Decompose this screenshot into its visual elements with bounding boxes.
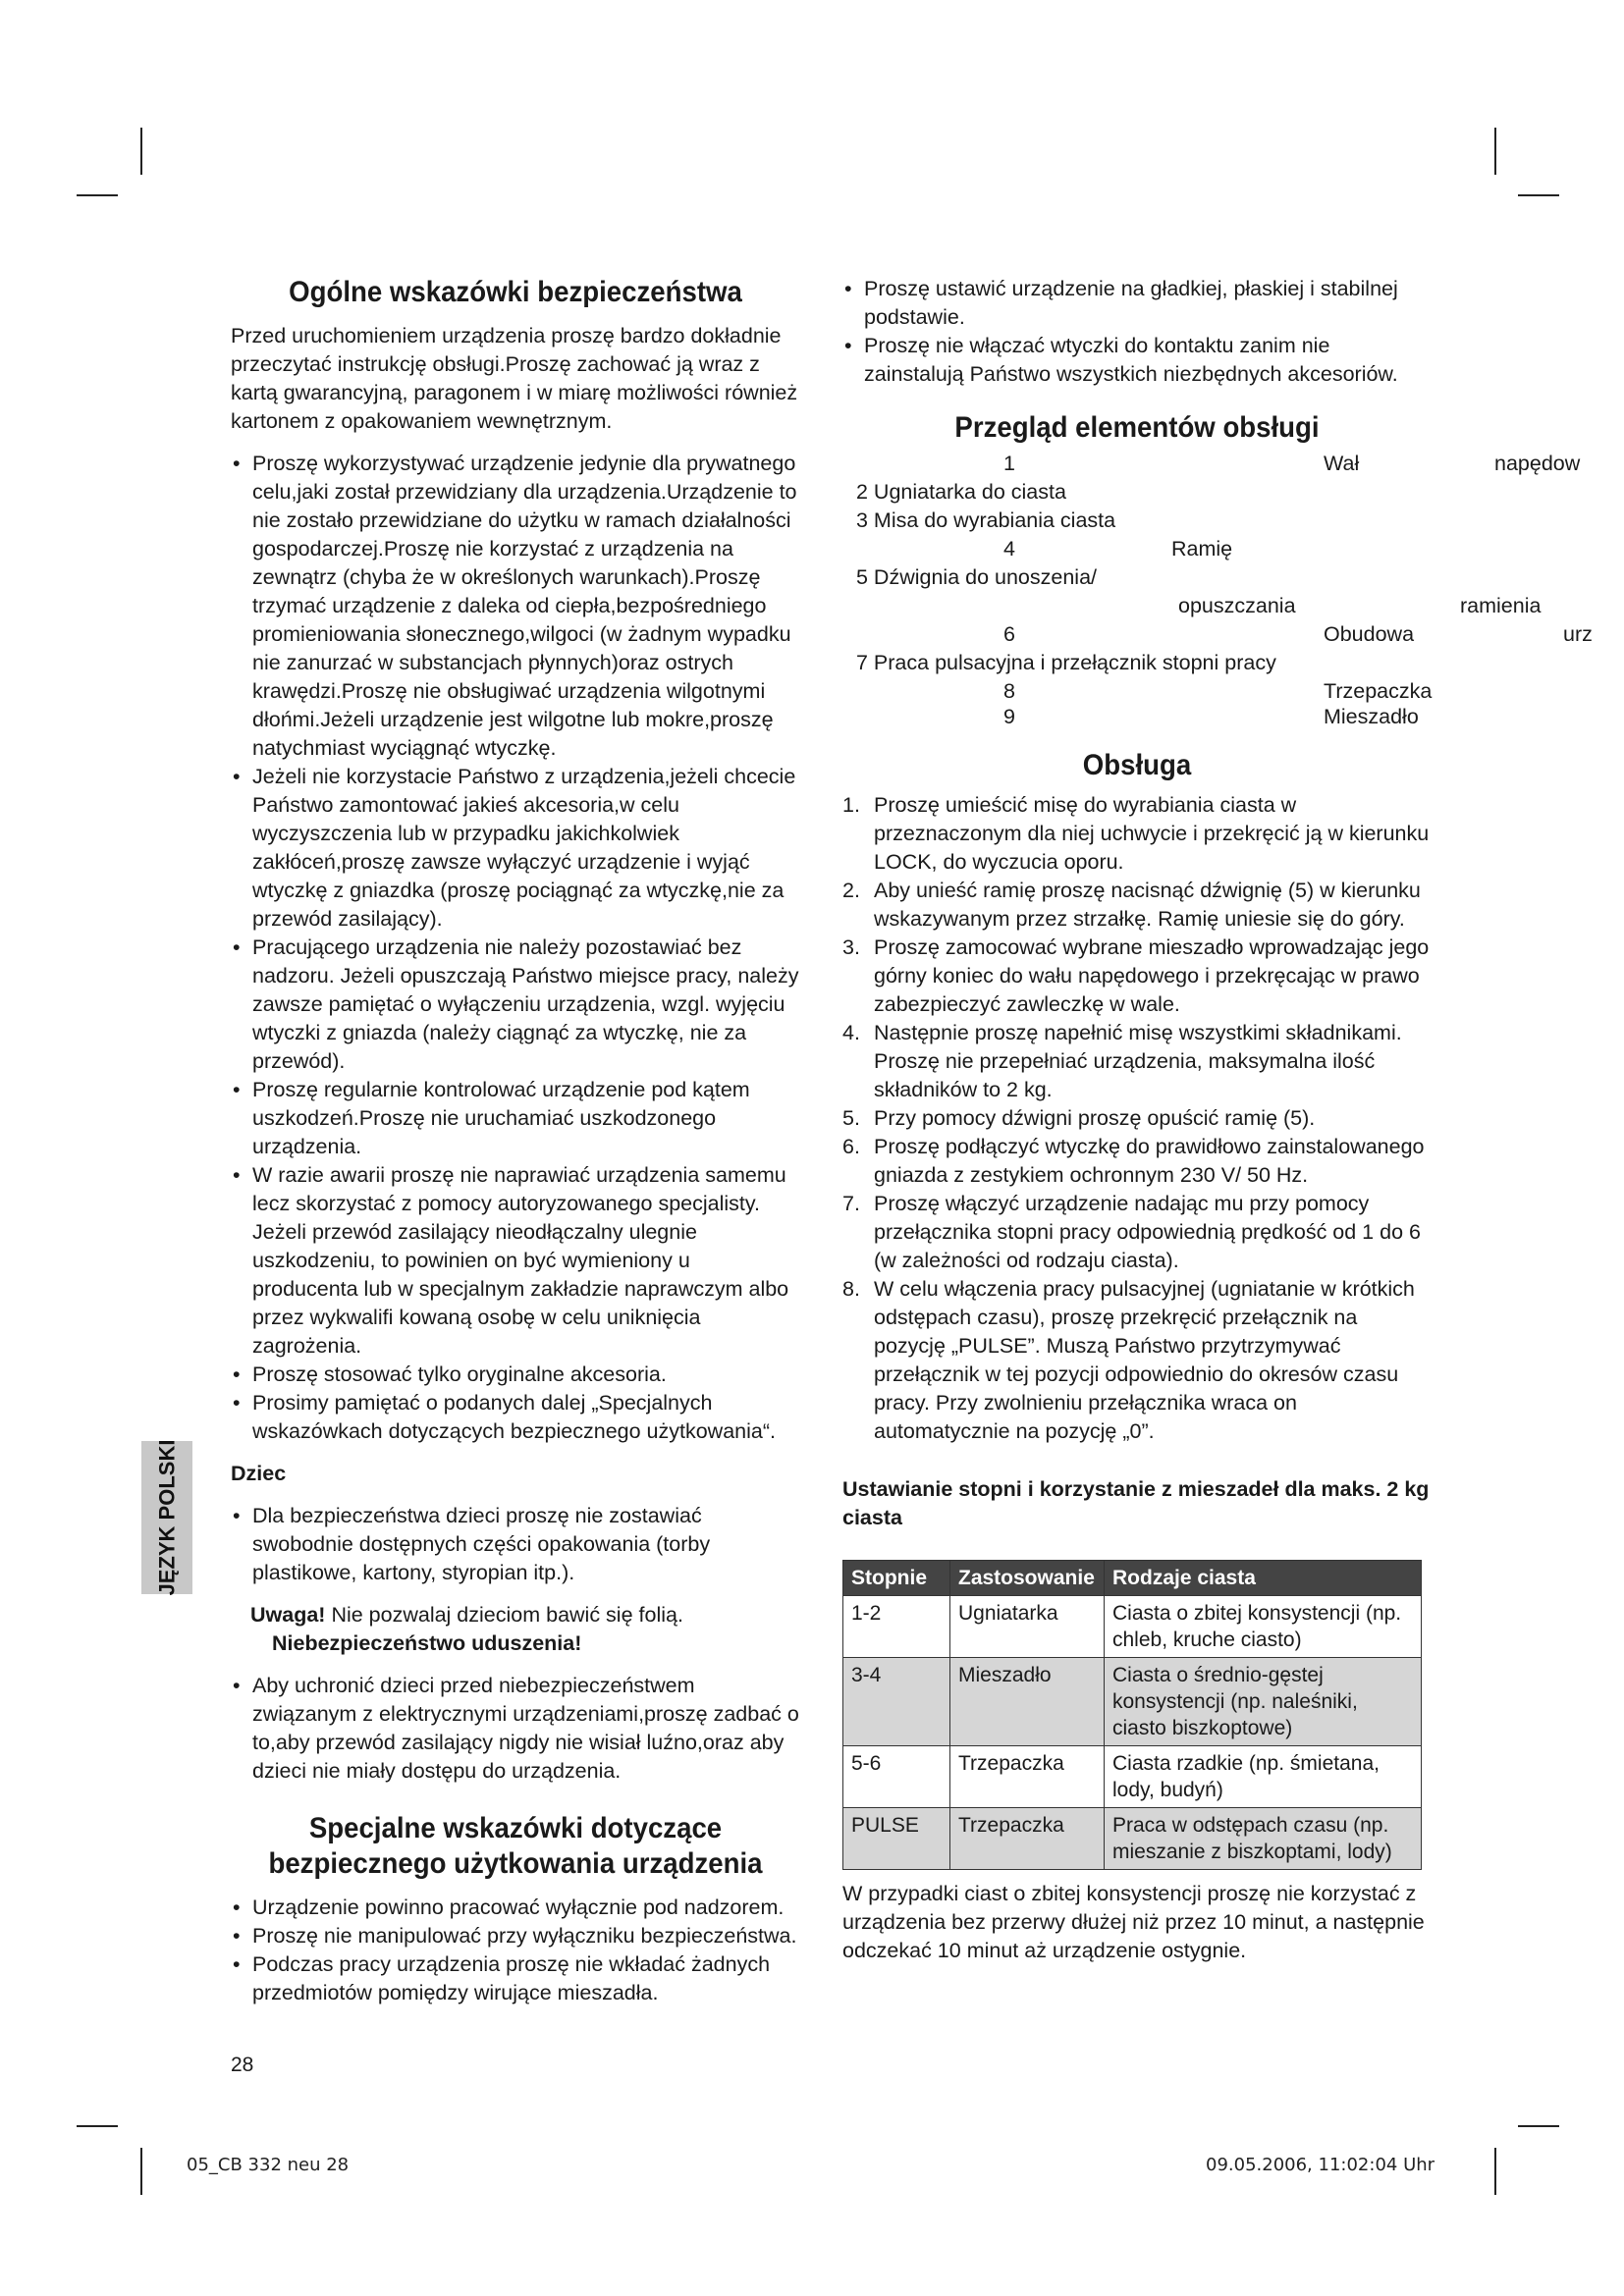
step-number: 7.	[842, 1192, 860, 1215]
step-text: Proszę włączyć urządzenie nadając mu przy pomocy przełącznika stopni pracy odpowiednią prędkość od 1 do 6 (w zależności od rodzaju ciasta).	[874, 1192, 1421, 1272]
list-item: • Proszę nie włączać wtyczki do kontaktu zanim nie zainstalują Państwo wszystkich niezbędnych akcesoriów.	[842, 332, 1432, 389]
step-number: 3.	[842, 935, 860, 959]
footer-file-info: 05_CB 332 neu 28	[187, 2155, 350, 2175]
step-number: 2.	[842, 879, 860, 902]
list-item: • Aby uchronić dzieci przed niebezpieczeństwem związanym z elektrycznymi urządzeniami,proszę zadbać o to,aby przewód zasilający nigdy nie wisiał luźno,oraz aby dzieci nie miały dostępu do urządzenia.	[231, 1672, 800, 1786]
table-row	[843, 1658, 1422, 1746]
page-number: 28	[231, 2054, 254, 2076]
settings-table-title: Ustawianie stopni i korzystanie z mieszadeł dla maks. 2 kg ciasta	[842, 1477, 1430, 1529]
children-heading: Dziec	[231, 1462, 287, 1485]
children-list-2	[231, 1672, 800, 1786]
overview-item: 7 Praca pulsacyjna i przełącznik stopni pracy	[856, 651, 1276, 674]
list-item: • Pracującego urządzenia nie należy pozostawiać bez nadzoru. Jeżeli opuszczają Państwo miejsce pracy, należy zawsze pamiętać o wyłączeniu urządzenia, wzgl. wyjęciu wtyczki z gniazda (należy ciągnąć za wtyczkę, nie za przewód).	[231, 934, 800, 1076]
table-row	[843, 1746, 1422, 1808]
list-item: • Prosimy pamiętać o podanych dalej „Specjalnych wskazówkach dotyczących bezpiecznego użytkowania“.	[231, 1389, 800, 1446]
operation-title: Obsługa	[1082, 749, 1192, 781]
crop-mark	[77, 2125, 118, 2127]
general-safety-list	[231, 450, 800, 1446]
setup-list	[842, 275, 1432, 389]
table-cell: Praca w odstępach czasu (np. mieszanie z biszkoptami, lody)	[1105, 1808, 1422, 1870]
overview-item: 3 Misa do wyrabiania ciasta	[856, 508, 1116, 532]
list-item: • Proszę nie manipulować przy wyłączniku bezpieczeństwa.	[231, 1922, 800, 1950]
step-number: 8.	[842, 1277, 860, 1301]
crop-mark	[1494, 128, 1496, 175]
overheat-note: W przypadki ciast o zbitej konsystencji proszę nie korzystać z urządzenia bez przerwy dłużej niż przez 10 minut, a następnie odczekać 10 minut aż urządzenie ostygnie.	[842, 1882, 1425, 1962]
step-text: W celu włączenia pracy pulsacyjnej (ugniatanie w krótkich odstępach czasu), proszę przekręcić przełącznik na pozycję „PULSE”. Muszą Państwo przytrzymywać przełącznik w tej pozycji odpowiednio do okresów czasu pracy. Przy zwolnieniu przełącznika wraca on automatycznie na pozycję „0”.	[874, 1277, 1415, 1443]
step-text: Proszę podłączyć wtyczkę do prawidłowo zainstalowanego gniazda z zestykiem ochronnym 230 V/ 50 Hz.	[874, 1135, 1425, 1187]
list-item: • Jeżeli nie korzystacie Państwo z urządzenia,jeżeli chcecie Państwo zamontować jakieś akcesoria,w celu wyczyszczenia lub w przypadku jakichkolwiek zakłóceń,proszę zawsze wyłączyć urządzenie i wyjąć wtyczkę z gniazdka (proszę pociągnąć za wtyczkę,nie za przewód zasilający).	[231, 763, 800, 934]
table-cell: Ciasta o średnio-gęstej konsystencji (np. naleśniki, ciasto biszkoptowe)	[1105, 1658, 1422, 1746]
general-safety-intro: Przed uruchomieniem urządzenia proszę bardzo dokładnie przeczytać instrukcję obsługi.Proszę zachować ją wraz z kartą gwarancyjną, paragonem i w miarę możliwości również kartonem z opakowaniem wewnętrznym.	[231, 324, 798, 433]
table-cell: PULSE	[843, 1808, 950, 1870]
overview-number: 8	[1003, 679, 1015, 703]
crop-mark	[1518, 2125, 1559, 2127]
table-header-row	[843, 1561, 1422, 1596]
list-item: • Proszę stosować tylko oryginalne akcesoria.	[231, 1361, 800, 1389]
list-item: • Proszę wykorzystywać urządzenie jedynie dla prywatnego celu,jaki został przewidziany dla urządzenia.Urządzenie to nie zostało przewidziane do użytku w ramach działalności gospodarczej.Proszę nie korzystać z urządzenia na zewnątrz (chyba że w określonych warunkach).Proszę trzymać urządzenie z daleka od ciepła,bezpośredniego promieniowania słonecznego,wilgoci (w żadnym wypadku nie zanurzać w substancjach płynnych)oraz ostrych krawędzi.Proszę nie obsługiwać urządzenia wilgotnymi dłońmi.Jeżeli urządzenie jest wilgotne lub mokre,proszę natychmiast wyciągnąć wtyczkę.	[231, 450, 800, 763]
column-header: Stopnie	[843, 1561, 950, 1596]
overview-label: Wał	[1324, 452, 1360, 475]
list-item: • W razie awarii proszę nie naprawiać urządzenia samemu lecz skorzystać z pomocy autoryzowanego specjalisty. Jeżeli przewód zasilający nieodłączalny ulegnie uszkodzeniu, to powinien on być wymieniony u producenta lub w specjalnym zakładzie naprawczym albo przez wykwalifi kowaną osobę w celu uniknięcia zagrożenia.	[231, 1161, 800, 1361]
table-cell: 3-4	[843, 1658, 950, 1746]
list-item: • Urządzenie powinno pracować wyłącznie pod nadzorem.	[231, 1894, 800, 1922]
special-safety-list	[231, 1894, 800, 2007]
crop-mark	[77, 194, 118, 196]
overview-number: 6	[1003, 622, 1015, 646]
warning-lead: Uwaga!	[250, 1603, 326, 1627]
overview-label: urz	[1563, 622, 1593, 646]
crop-mark	[1518, 194, 1559, 196]
table-row	[843, 1596, 1422, 1658]
step-number: 4.	[842, 1021, 860, 1044]
crop-mark	[140, 128, 142, 175]
list-item: • Proszę regularnie kontrolować urządzenie pod kątem uszkodzeń.Proszę nie uruchamiać uszkodzonego urządzenia.	[231, 1076, 800, 1161]
list-item	[842, 877, 1432, 934]
footer-timestamp: 09.05.2006, 11:02:04 Uhr	[1206, 2155, 1435, 2175]
controls-overview	[842, 450, 1593, 728]
list-item	[842, 1275, 1432, 1446]
table-cell: Trzepaczka	[950, 1746, 1105, 1808]
list-item	[842, 791, 1432, 877]
list-item	[842, 1133, 1432, 1190]
overview-label: opuszczania	[1178, 594, 1296, 617]
table-cell: Ugniatarka	[950, 1596, 1105, 1658]
table-cell: Trzepaczka	[950, 1808, 1105, 1870]
overview-number: 4	[1003, 537, 1015, 561]
table-cell: 1-2	[843, 1596, 950, 1658]
table-cell: Ciasta rzadkie (np. śmietana, lody, budyń)	[1105, 1746, 1422, 1808]
overview-label: Trzepaczka	[1324, 679, 1433, 703]
table-cell: 5-6	[843, 1746, 950, 1808]
language-side-tab-label: JĘZYK POLSKI	[154, 1439, 180, 1596]
step-text: Aby unieść ramię proszę nacisnąć dźwignię (5) w kierunku wskazywanym przez strzałkę. Ramię uniesie się do góry.	[874, 879, 1421, 931]
overview-label: Obudowa	[1324, 622, 1415, 646]
right-column	[842, 275, 1593, 1965]
children-list	[231, 1502, 800, 1587]
list-item	[842, 1190, 1432, 1275]
step-text: Przy pomocy dźwigni proszę opuścić ramię (5).	[874, 1106, 1316, 1130]
table-cell: Mieszadło	[950, 1658, 1105, 1746]
overview-label: ramienia	[1460, 594, 1542, 617]
list-item	[842, 1104, 1432, 1133]
language-side-tab	[141, 1441, 192, 1594]
list-item: • Podczas pracy urządzenia proszę nie wkładać żadnych przedmiotów pomiędzy wirujące mieszadła.	[231, 1950, 800, 2007]
general-safety-title: Ogólne wskazówki bezpieczeństwa	[289, 276, 742, 308]
settings-table	[842, 1560, 1422, 1870]
overview-number: 9	[1003, 705, 1015, 728]
warning-text: Nie pozwalaj dzieciom bawić się folią.	[325, 1603, 683, 1627]
step-number: 1.	[842, 793, 860, 817]
table-cell: Ciasta o zbitej konsystencji (np. chleb, kruche ciasto)	[1105, 1596, 1422, 1658]
warning-block	[250, 1601, 800, 1658]
overview-label: Mieszadło	[1324, 705, 1419, 728]
column-header: Rodzaje ciasta	[1105, 1561, 1422, 1596]
overview-number: 1	[1003, 452, 1015, 475]
overview-item: 2 Ugniatarka do ciasta	[856, 480, 1066, 504]
step-text: Następnie proszę napełnić misę wszystkimi składnikami. Proszę nie przepełniać urządzenia, maksymalna ilość składników to 2 kg.	[874, 1021, 1402, 1101]
list-item: • Dla bezpieczeństwa dzieci proszę nie zostawiać swobodnie dostępnych części opakowania (torby plastikowe, kartony, styropian itp.).	[231, 1502, 800, 1587]
left-column	[231, 275, 800, 2007]
list-item	[842, 934, 1432, 1019]
crop-mark	[140, 2148, 142, 2195]
step-text: Proszę umieścić misę do wyrabiania ciasta w przeznaczonym dla niej uchwycie i przekręcić ją w kierunku LOCK, do wyczucia oporu.	[874, 793, 1430, 874]
crop-mark	[1494, 2148, 1496, 2195]
warning-suffocation: Niebezpieczeństwo uduszenia!	[272, 1631, 582, 1655]
overview-item: 5 Dźwignia do unoszenia/	[856, 565, 1098, 589]
list-item	[842, 1019, 1432, 1104]
overview-title: Przegląd elementów obsługi	[954, 411, 1320, 444]
step-number: 6.	[842, 1135, 860, 1158]
column-header: Zastosowanie	[950, 1561, 1105, 1596]
step-number: 5.	[842, 1106, 860, 1130]
overview-label: napędow	[1494, 452, 1581, 475]
table-row	[843, 1808, 1422, 1870]
special-safety-title: Specjalne wskazówki dotyczące bezpiecznego użytkowania urządzenia	[268, 1812, 763, 1880]
step-text: Proszę zamocować wybrane mieszadło wprowadzając jego górny koniec do wału napędowego i przekręcając w prawo zabezpieczyć zawleczkę w wale.	[874, 935, 1430, 1016]
overview-label: Ramię	[1171, 537, 1233, 561]
list-item: • Proszę ustawić urządzenie na gładkiej, płaskiej i stabilnej podstawie.	[842, 275, 1432, 332]
operation-steps	[842, 791, 1432, 1446]
